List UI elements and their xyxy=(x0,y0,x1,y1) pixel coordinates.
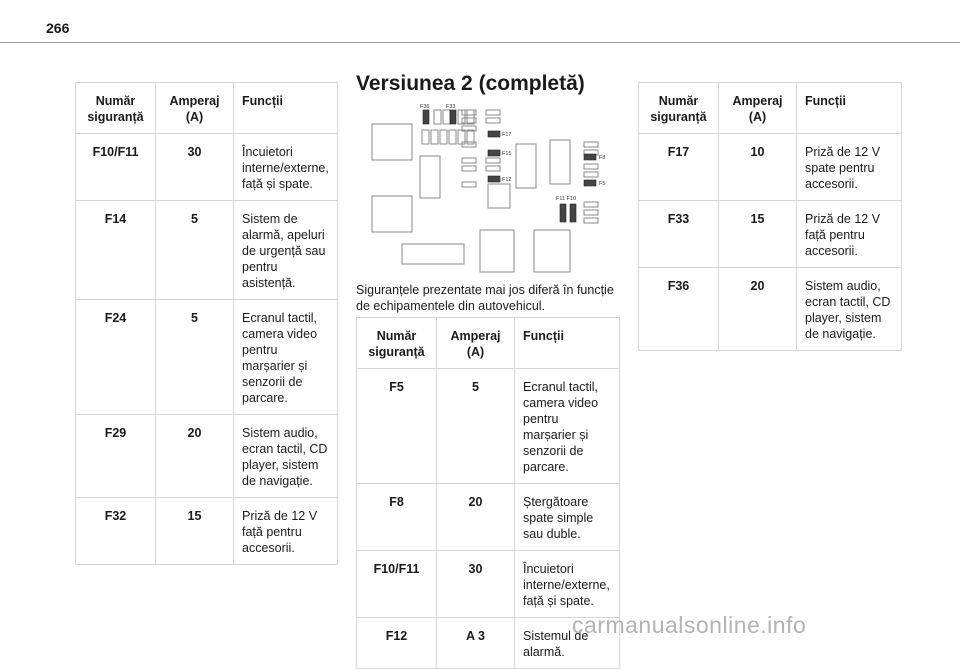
table-row xyxy=(639,268,902,351)
fuse-number: F24 xyxy=(76,300,156,415)
fuse-number: F8 xyxy=(357,484,437,551)
fuse-number: F36 xyxy=(639,268,719,351)
fuse-number: F29 xyxy=(76,415,156,498)
fuse-amperage: 30 xyxy=(156,134,234,201)
col-header-amperage: Amperaj (A) xyxy=(719,83,797,134)
fuse-number: F10/F11 xyxy=(76,134,156,201)
fuse-amperage: A 3 xyxy=(437,618,515,669)
fuse-function: Priză de 12 V față pentru accesorii. xyxy=(797,201,902,268)
fuse-amperage: 20 xyxy=(156,415,234,498)
table-row xyxy=(357,484,620,551)
table-row xyxy=(76,300,338,415)
fuse-slot xyxy=(486,118,500,123)
fuse-function: Sistem audio, ecran tactil, CD player, sistem de navigație. xyxy=(234,415,338,498)
fuse-slot xyxy=(443,110,450,124)
diagram-block xyxy=(488,184,510,208)
fuse-amperage: 20 xyxy=(437,484,515,551)
fuse-function: Ecranul tactil, camera video pentru marșarier și senzorii de parcare. xyxy=(515,369,620,484)
label-f11-f10: F11 F10 xyxy=(556,196,577,202)
fuse-number: F5 xyxy=(357,369,437,484)
fuse-slot xyxy=(422,130,429,144)
col-header-amperage: Amperaj (A) xyxy=(156,83,234,134)
fuse-number: F33 xyxy=(639,201,719,268)
fuse-slot xyxy=(467,110,474,124)
fuse-function: Priză de 12 V față pentru accesorii. xyxy=(234,498,338,565)
table-row xyxy=(76,498,338,565)
fuse-amperage: 30 xyxy=(437,551,515,618)
fuse-slot xyxy=(584,164,598,169)
fuse-amperage: 15 xyxy=(156,498,234,565)
fuse-slot xyxy=(434,110,441,124)
fuse-f11 xyxy=(560,204,566,222)
table-row xyxy=(76,415,338,498)
fuse-slot xyxy=(486,166,500,171)
table-header-row xyxy=(357,318,620,369)
table-header-row xyxy=(639,83,902,134)
diagram-block xyxy=(480,230,514,272)
fuse-f36 xyxy=(423,110,429,124)
section-title: Versiunea 2 (completă) xyxy=(356,72,585,95)
fuse-f12 xyxy=(488,176,500,182)
fuse-slot xyxy=(486,110,500,115)
fuse-function: Încuietori interne/externe, față și spate. xyxy=(234,134,338,201)
table-row xyxy=(76,201,338,300)
diagram-block xyxy=(550,140,570,184)
table-row xyxy=(639,201,902,268)
fuse-amperage: 5 xyxy=(156,300,234,415)
table-row xyxy=(76,134,338,201)
label-f12: F12 xyxy=(502,177,512,183)
label-f36: F36 xyxy=(420,104,430,110)
fuse-function: Sistem audio, ecran tactil, CD player, sistem de navigație. xyxy=(797,268,902,351)
diagram-block xyxy=(516,144,536,188)
fuse-slot xyxy=(486,158,500,163)
fuse-slot xyxy=(584,172,598,177)
diagram-block xyxy=(372,196,412,232)
fuse-f8 xyxy=(584,154,596,160)
fuse-number: F14 xyxy=(76,201,156,300)
fuse-slot xyxy=(431,130,438,144)
page-number: 266 xyxy=(46,20,70,36)
fuse-number: F10/F11 xyxy=(357,551,437,618)
col-header-number: Număr siguranță xyxy=(639,83,719,134)
fuse-amperage: 20 xyxy=(719,268,797,351)
fuse-function: Sistemul de alarmă. xyxy=(515,618,620,669)
fuse-slot xyxy=(440,130,447,144)
fuse-amperage: 5 xyxy=(156,201,234,300)
fuse-f15 xyxy=(488,150,500,156)
fuse-amperage: 5 xyxy=(437,369,515,484)
fuse-function: Ecranul tactil, camera video pentru marșarier și senzorii de parcare. xyxy=(234,300,338,415)
diagram-block xyxy=(372,124,412,160)
table-row xyxy=(639,134,902,201)
fuse-slot xyxy=(584,218,598,223)
fuse-slot xyxy=(462,166,476,171)
fuse-f33 xyxy=(450,110,456,124)
fuse-slot xyxy=(462,182,476,187)
equipment-note: Siguranțele prezentate mai jos diferă în funcție de echipamentele din autovehicul. xyxy=(356,283,614,313)
label-f33: F33 xyxy=(446,104,456,110)
col-header-functions: Funcții xyxy=(797,83,902,134)
label-f5: F5 xyxy=(599,181,606,187)
fuse-function: Priză de 12 V spate pentru accesorii. xyxy=(797,134,902,201)
diagram-block xyxy=(420,156,440,198)
table-header-row xyxy=(76,83,338,134)
label-f17: F17 xyxy=(502,132,512,138)
fuse-number: F32 xyxy=(76,498,156,565)
fuse-table-left xyxy=(75,82,338,565)
table-row xyxy=(357,369,620,484)
fuse-slot xyxy=(584,210,598,215)
fuse-function: Sistem de alarmă, apeluri de urgență sau pentru asistență. xyxy=(234,201,338,300)
fuse-f17 xyxy=(488,131,500,137)
col-header-number: Număr siguranță xyxy=(357,318,437,369)
header-rule xyxy=(0,42,960,43)
col-header-functions: Funcții xyxy=(515,318,620,369)
fuse-number: F12 xyxy=(357,618,437,669)
label-f15: F15 xyxy=(502,151,512,157)
fuse-f10 xyxy=(570,204,576,222)
diagram-block xyxy=(534,230,570,272)
col-header-number: Număr siguranță xyxy=(76,83,156,134)
diagram-block xyxy=(402,244,464,264)
watermark: carmanualsonline.info xyxy=(572,612,807,638)
fuse-slot xyxy=(584,202,598,207)
table-row xyxy=(357,551,620,618)
fuse-slot xyxy=(462,158,476,163)
fuse-number: F17 xyxy=(639,134,719,201)
col-header-amperage: Amperaj (A) xyxy=(437,318,515,369)
fuse-amperage: 10 xyxy=(719,134,797,201)
label-f8: F8 xyxy=(599,155,606,161)
fuse-function: Ștergătoare spate simple sau duble. xyxy=(515,484,620,551)
fuse-slot xyxy=(584,142,598,147)
fuse-function: Încuietori interne/externe, față și spate. xyxy=(515,551,620,618)
fuse-slot xyxy=(449,130,456,144)
fuse-f5 xyxy=(584,180,596,186)
col-header-functions: Funcții xyxy=(234,83,338,134)
fuse-table-right xyxy=(638,82,902,351)
fuse-box-diagram xyxy=(364,102,616,274)
fuse-amperage: 15 xyxy=(719,201,797,268)
